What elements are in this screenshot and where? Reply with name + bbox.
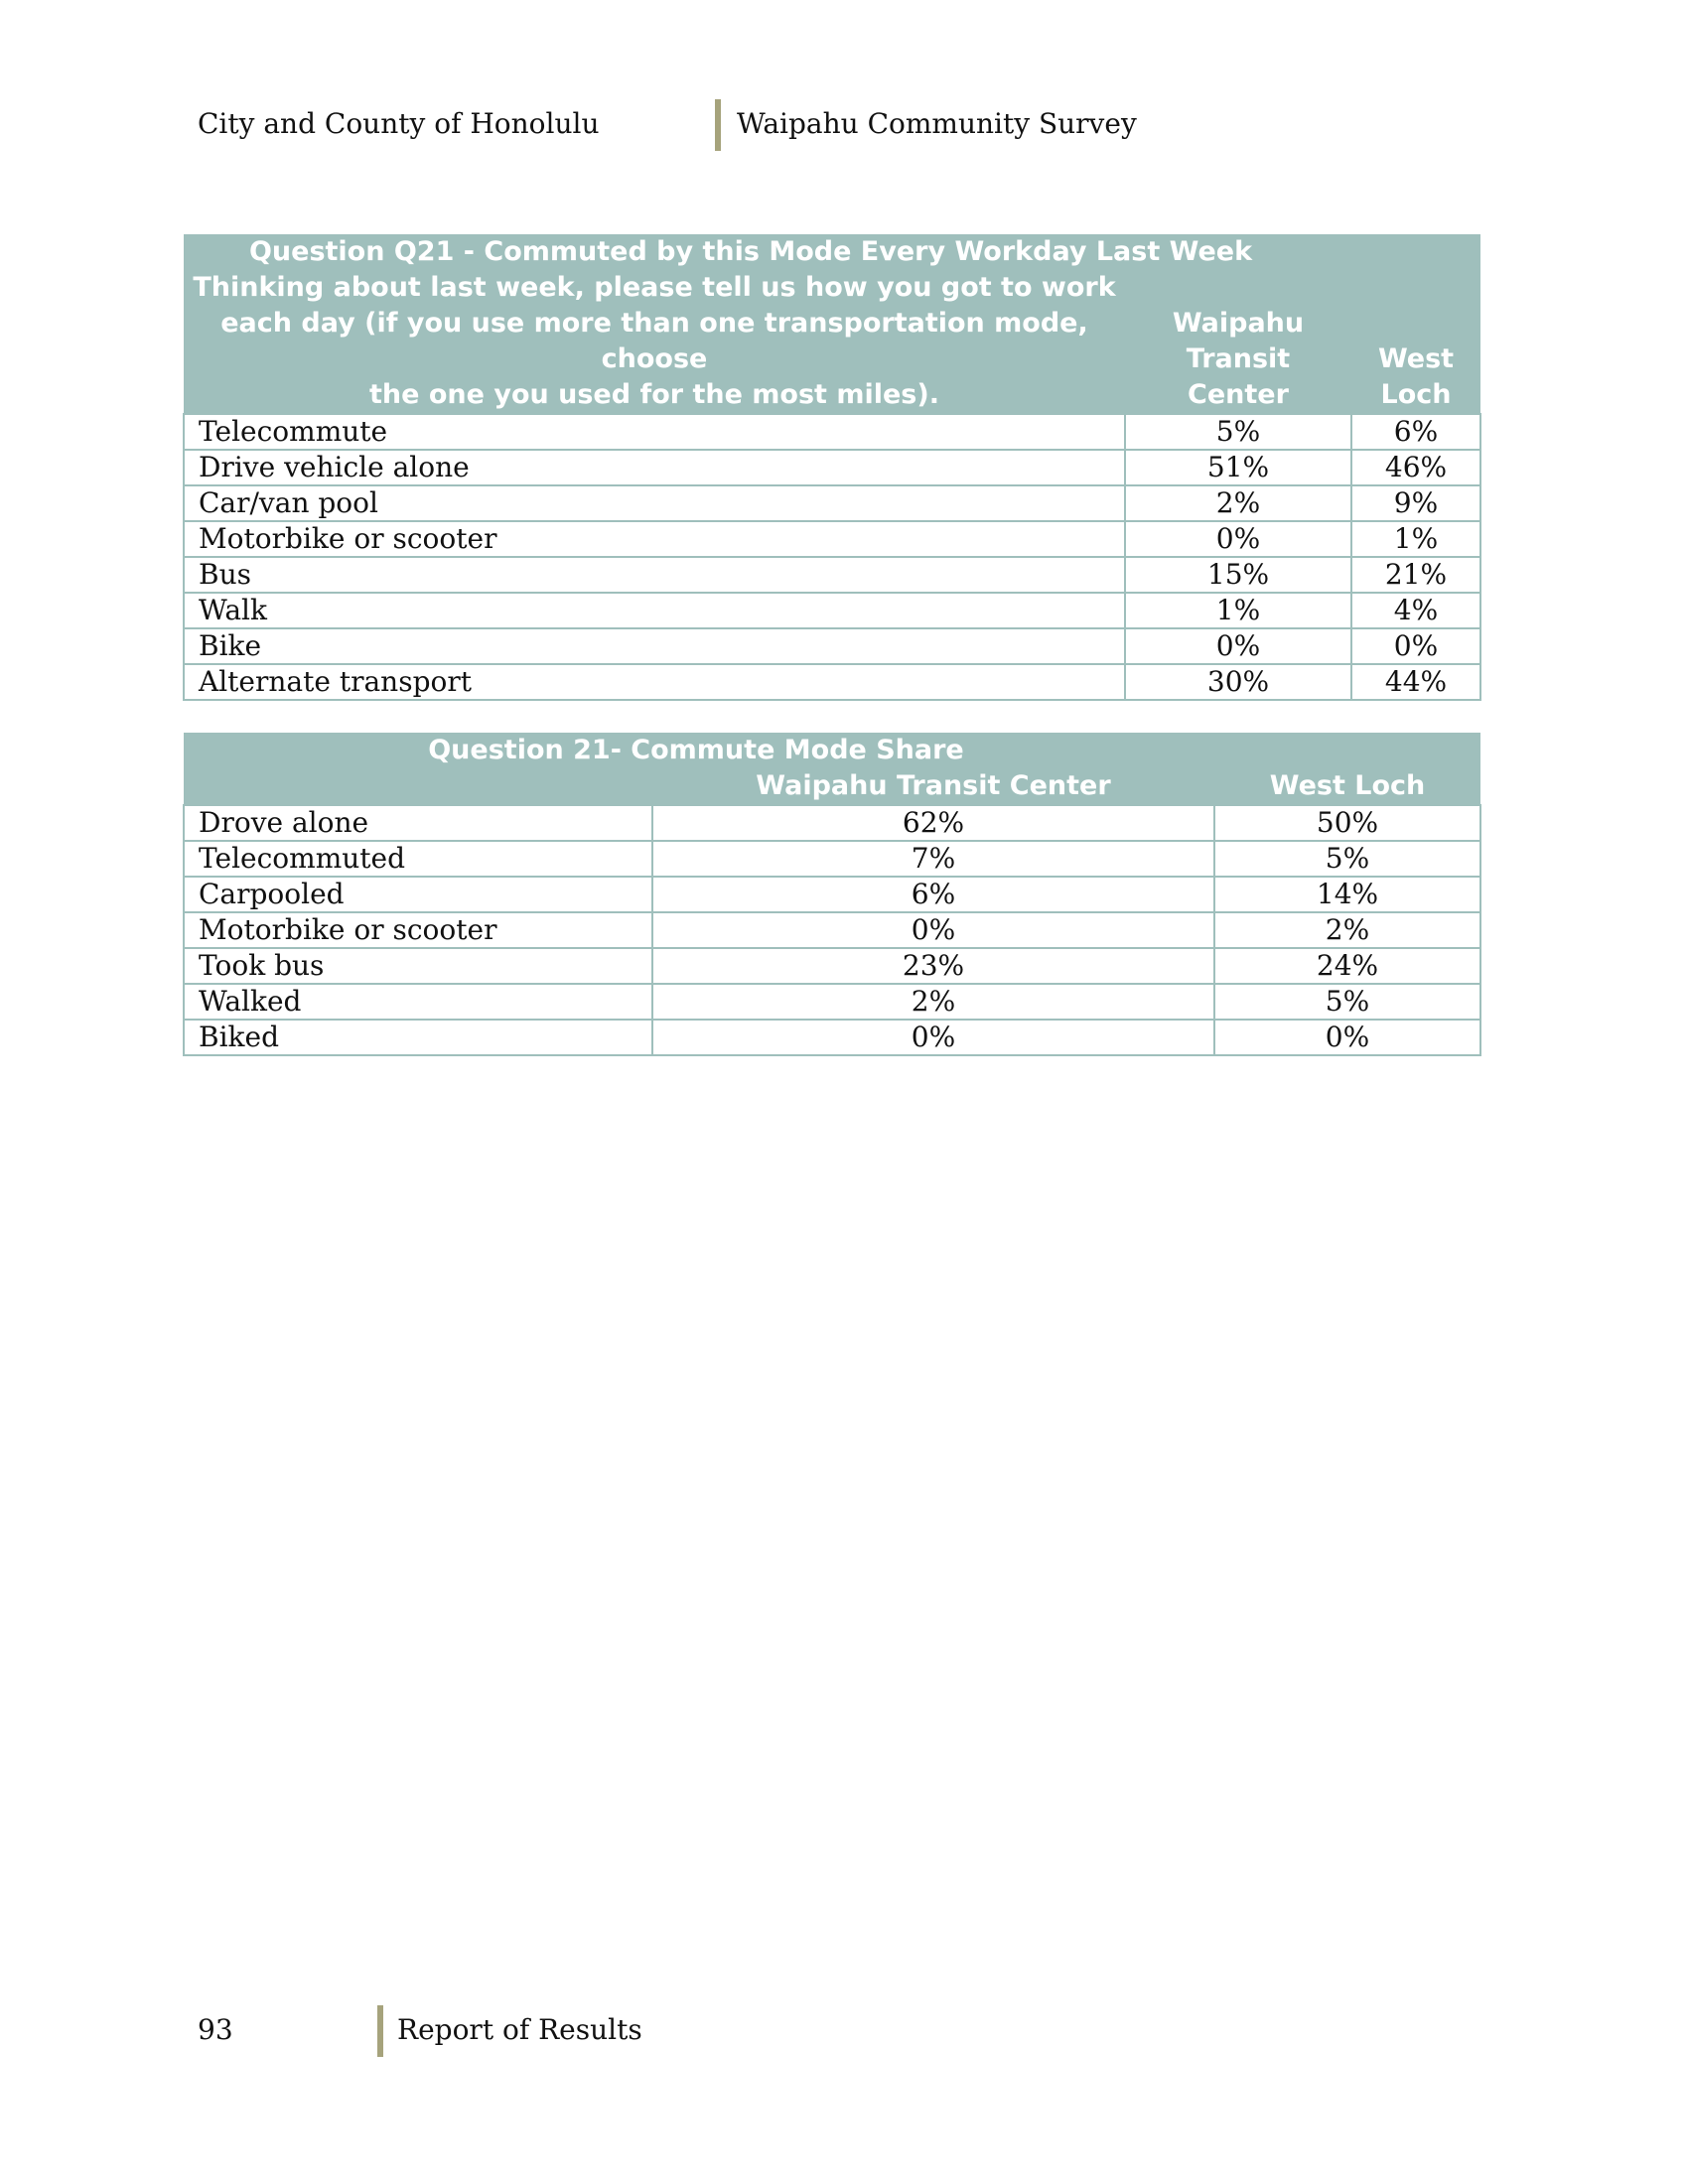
cell-west-loch: 21% (1351, 557, 1480, 593)
row-label: Motorbike or scooter (184, 521, 1125, 557)
header-report-title: Waipahu Community Survey (737, 107, 1137, 140)
table-row (184, 984, 1480, 1020)
table1-col-west-loch (1351, 270, 1480, 414)
header-org: City and County of Honolulu (198, 107, 600, 140)
cell-west-loch: 1% (1351, 521, 1480, 557)
cell-west-loch: 24% (1214, 948, 1480, 984)
cell-west-loch: 0% (1214, 1020, 1480, 1055)
row-label: Drive vehicle alone (184, 450, 1125, 485)
cell-waipahu: 51% (1125, 450, 1351, 485)
row-label: Telecommuted (184, 841, 652, 877)
cell-west-loch: 44% (1351, 664, 1480, 700)
row-label: Walk (184, 593, 1125, 628)
col-header-line: Transit (1186, 343, 1291, 374)
cell-west-loch: 14% (1214, 877, 1480, 912)
commute-mode-share-table (183, 733, 1481, 1056)
table2-title: Question 21- Commute Mode Share (184, 733, 1480, 768)
cell-waipahu: 7% (652, 841, 1214, 877)
table-row (184, 557, 1480, 593)
cell-west-loch: 5% (1214, 984, 1480, 1020)
col-header-line: West (1377, 343, 1455, 374)
cell-west-loch: 4% (1351, 593, 1480, 628)
cell-waipahu: 0% (1125, 521, 1351, 557)
table1-title: Question Q21 - Commuted by this Mode Every Workday Last Week (184, 234, 1480, 270)
table-row (184, 841, 1480, 877)
cell-west-loch: 46% (1351, 450, 1480, 485)
cell-west-loch: 0% (1351, 628, 1480, 664)
table-row (184, 1020, 1480, 1055)
row-label: Motorbike or scooter (184, 912, 652, 948)
cell-waipahu: 30% (1125, 664, 1351, 700)
table-row (184, 414, 1480, 450)
footer-report-label: Report of Results (397, 2013, 642, 2046)
col-header-line: Loch (1380, 379, 1452, 410)
cell-waipahu: 5% (1125, 414, 1351, 450)
table1-col-waipahu (1125, 270, 1351, 414)
cell-waipahu: 62% (652, 805, 1214, 841)
cell-waipahu: 23% (652, 948, 1214, 984)
table2-col-west-loch: West Loch (1214, 768, 1480, 805)
cell-waipahu: 1% (1125, 593, 1351, 628)
table2-col-blank (184, 768, 652, 805)
table1-question-line: the one you used for the most miles). (369, 379, 939, 410)
table-row (184, 485, 1480, 521)
row-label: Carpooled (184, 877, 652, 912)
row-label: Biked (184, 1020, 652, 1055)
cell-waipahu: 2% (1125, 485, 1351, 521)
cell-west-loch: 50% (1214, 805, 1480, 841)
col-header-line: Center (1188, 379, 1289, 410)
row-label: Walked (184, 984, 652, 1020)
page-number: 93 (198, 2013, 233, 2046)
row-label: Took bus (184, 948, 652, 984)
table-row (184, 877, 1480, 912)
table1-question (184, 270, 1125, 414)
table-row (184, 948, 1480, 984)
table1-question-line: each day (if you use more than one transportation mode, choose (220, 308, 1088, 374)
table-row (184, 628, 1480, 664)
row-label: Telecommute (184, 414, 1125, 450)
col-header-line: Waipahu (1172, 308, 1305, 339)
row-label: Bike (184, 628, 1125, 664)
row-label: Alternate transport (184, 664, 1125, 700)
table1-question-line: Thinking about last week, please tell us how you got to work (193, 272, 1116, 303)
cell-waipahu: 0% (652, 912, 1214, 948)
row-label: Car/van pool (184, 485, 1125, 521)
table-row (184, 912, 1480, 948)
cell-waipahu: 2% (652, 984, 1214, 1020)
cell-west-loch: 5% (1214, 841, 1480, 877)
cell-west-loch: 2% (1214, 912, 1480, 948)
cell-waipahu: 0% (652, 1020, 1214, 1055)
table-row (184, 521, 1480, 557)
row-label: Drove alone (184, 805, 652, 841)
footer-divider (377, 2005, 383, 2057)
table2-col-waipahu: Waipahu Transit Center (652, 768, 1214, 805)
table-row (184, 664, 1480, 700)
table-row (184, 450, 1480, 485)
cell-west-loch: 9% (1351, 485, 1480, 521)
cell-waipahu: 15% (1125, 557, 1351, 593)
cell-waipahu: 6% (652, 877, 1214, 912)
row-label: Bus (184, 557, 1125, 593)
cell-west-loch: 6% (1351, 414, 1480, 450)
commute-mode-workday-table (183, 234, 1481, 701)
table-row (184, 805, 1480, 841)
header-divider (715, 99, 721, 151)
cell-waipahu: 0% (1125, 628, 1351, 664)
table-row (184, 593, 1480, 628)
